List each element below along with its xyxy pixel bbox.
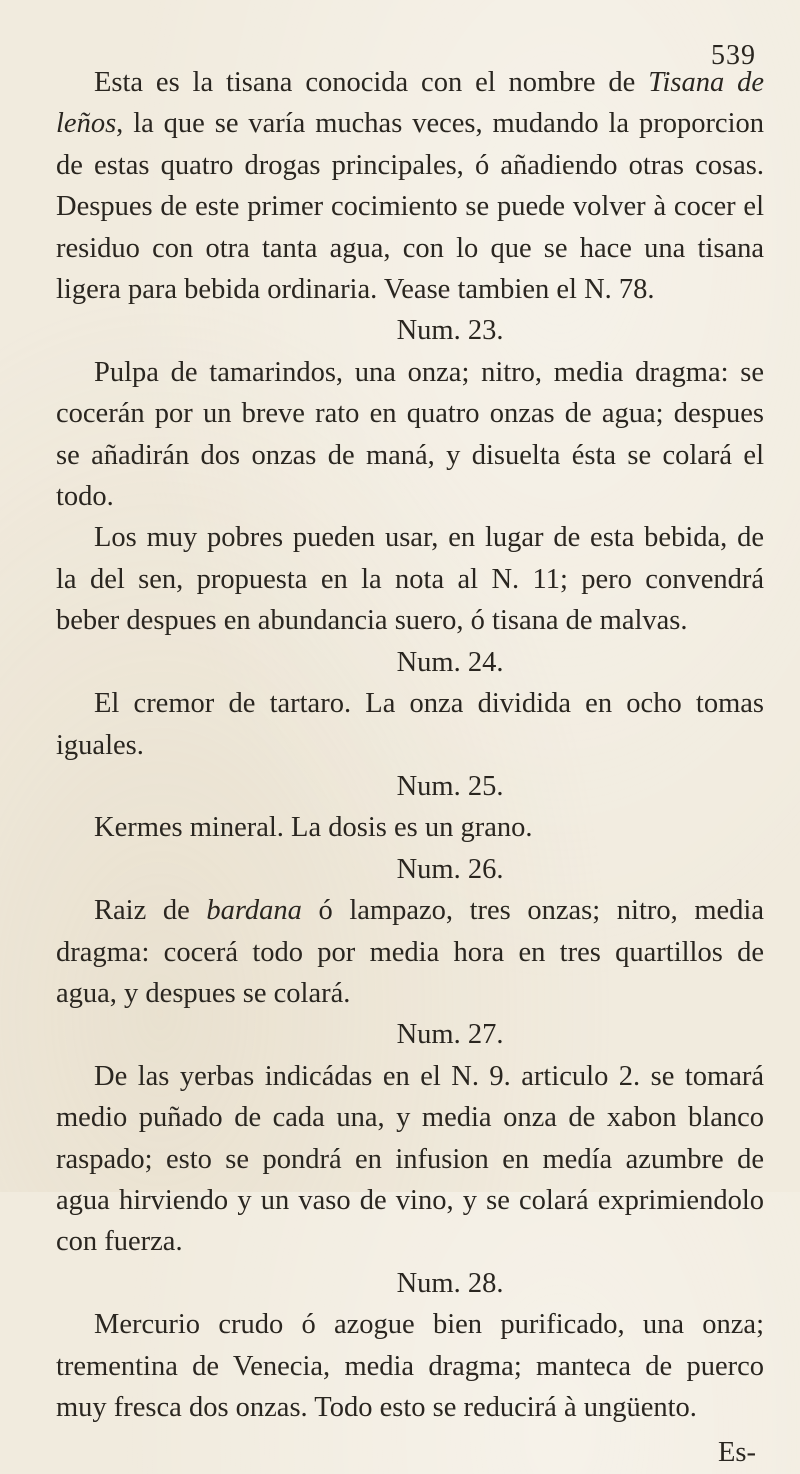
tisana-name-italic: Tisana de leños — [56, 67, 764, 140]
paragraph-num-27: De las yerbas indicádas en el N. 9. articulo 2. se tomará medio puñado de cada una, y media onza de xabon blanco raspado; esto se pondrá en infusion en medía azumbre de agua hirviendo y un vaso de vino, y se colará exprimiendolo con fuerza. — [56, 1060, 764, 1258]
paragraph-num-28: Mercurio crudo ó azogue bien purificado, una onza; trementina de Venecia, media dragma; manteca de puerco muy fresca dos onzas. Todo esto se reducirá à ungüento. — [56, 1309, 764, 1423]
heading-num-25: Num. 25. — [396, 770, 504, 802]
heading-num-24: Num. 24. — [396, 646, 504, 678]
paragraph-tisana-part1: Esta es la tisana conocida con el nombre de — [94, 67, 649, 98]
page-body — [56, 40, 764, 1474]
heading-num-26: Num. 26. — [396, 853, 504, 885]
page-number: 539 — [711, 40, 756, 71]
bardana-italic: bardana — [206, 895, 302, 927]
paragraph-num-26 — [56, 890, 764, 1014]
heading-num-27: Num. 27. — [396, 1019, 504, 1051]
paragraph-num-26-part1: Raiz de — [94, 895, 207, 927]
paragraph-num-25: Kermes mineral. La dosis es un grano. — [94, 812, 533, 844]
paragraph-num-24: El cremor de tartaro. La onza dividida en ocho tomas iguales. — [56, 688, 764, 761]
catchword: Es- — [718, 1437, 756, 1469]
paragraph-tisana — [56, 62, 764, 310]
heading-num-23: Num. 23. — [396, 315, 504, 347]
heading-num-28: Num. 28. — [396, 1267, 504, 1299]
paragraph-tisana-part2: , la que se varía muchas veces, mudando la proporcion de estas quatro drogas principales, ó añadiendo otras cosas. Despues de este primer cocimiento se puede volver à cocer el residuo con otra tanta agua, con lo que se hace una tisana ligera para bebida ordinaria. Vease tambien el N. 78. — [56, 108, 764, 306]
paragraph-num-23-b: Los muy pobres pueden usar, en lugar de esta bebida, de la del sen, propuesta en la nota al N. 11; pero convendrá beber despues en abundancia suero, ó tisana de malvas. — [56, 522, 764, 637]
document-text — [56, 62, 764, 1474]
paragraph-num-23-a: Pulpa de tamarindos, una onza; nitro, media dragma: se cocerán por un breve rato en quatro onzas de agua; despues se añadirán dos onzas de maná, y disuelta ésta se colará el todo. — [56, 356, 764, 513]
paragraph-num-26-part2: ó lampazo, tres onzas; nitro, media dragma: cocerá todo por media hora en tres quartillos de agua, y despues se colará. — [56, 895, 764, 1009]
